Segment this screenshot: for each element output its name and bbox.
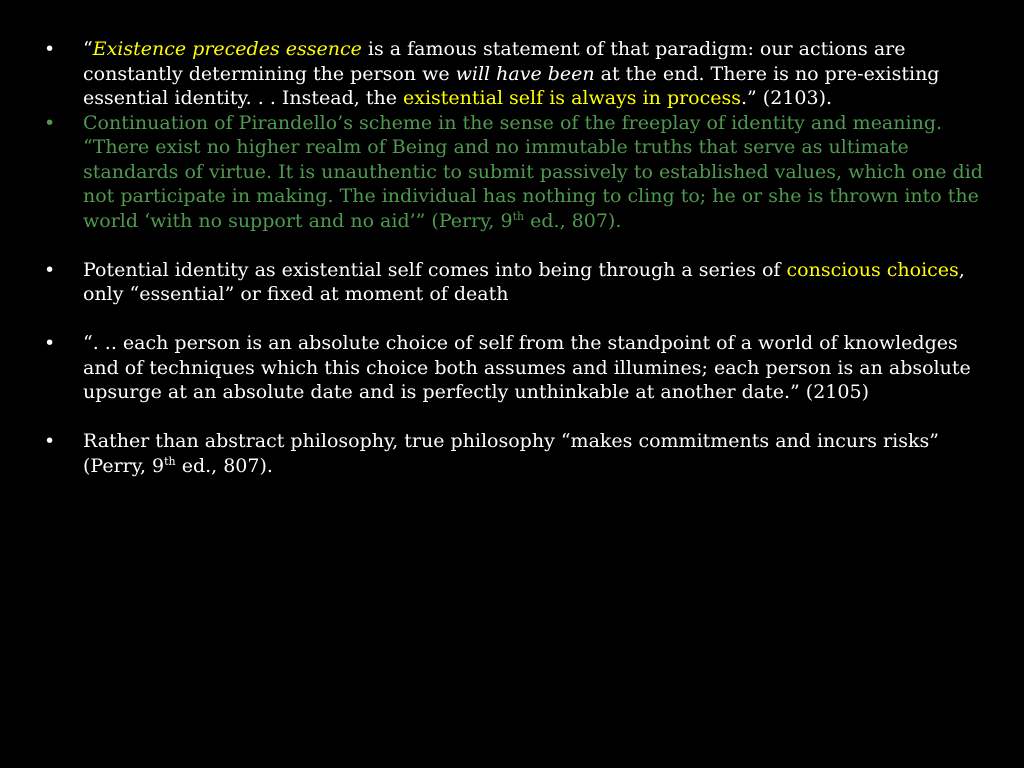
bullet-marker: • [44, 111, 56, 134]
bullet-absolute-choice [0, 331, 1024, 405]
highlight-existential-self: existential self is always in process [403, 87, 742, 109]
bullet-text: .” (2103). [741, 87, 833, 109]
bullet-existence-precedes-essence [0, 37, 1024, 111]
spacer [0, 307, 1024, 332]
bullet-text: ed., 807). [524, 209, 622, 232]
superscript: th [512, 209, 525, 223]
bullet-marker: • [44, 38, 56, 60]
bullet-text: Potential identity as existential self comes into being through a series of [83, 258, 787, 281]
bullet-text: at the end. There is no pre-existing essential identity. . . Instead, the [83, 62, 940, 109]
highlight-existence-precedes-essence: Existence precedes essence [92, 38, 362, 60]
bullet-marker: • [44, 430, 56, 452]
emphasis-will-have-been: will have been [455, 62, 595, 85]
bullet-list [0, 37, 1024, 478]
bullet-text: is a famous statement of that paradigm: our actions are constantly determining the person we [83, 38, 906, 85]
bullet-marker: • [44, 332, 56, 354]
bullet-text: , only “essential” or fixed at moment of death [83, 258, 965, 305]
spacer [0, 405, 1024, 430]
bullet-pirandello-quote [0, 111, 1024, 234]
bullet-text: Continuation of Pirandello’s scheme in the sense of the freeplay of identity and meaning. “There exist no higher realm of Being and no immutable truths that serve as ultimate standards of virtue. It is unauthentic to submit passively to established values, which one did not participate in making. The individual has nothing to cling to; he or she is thrown into the world ‘with no support and no aid’” (Perry, 9 [83, 111, 983, 232]
highlight-conscious-choices: conscious choices [786, 258, 959, 281]
superscript: th [164, 454, 176, 468]
bullet-true-philosophy [0, 429, 1024, 478]
bullet-text: Rather than abstract philosophy, true philosophy “makes commitments and incurs risks” (Perry, 9 [83, 430, 939, 477]
bullet-potential-identity [0, 258, 1024, 307]
bullet-text: ed., 807). [175, 454, 273, 477]
bullet-text: “. .. each person is an absolute choice of self from the standpoint of a world of knowledges and of techniques which this choice both assumes and illumines; each person is an absolute upsurge at an absolute date and is perfectly unthinkable at another date.” (2105) [83, 332, 971, 403]
open-quote: “ [83, 38, 93, 60]
spacer [0, 233, 1024, 258]
bullet-marker: • [44, 258, 56, 281]
